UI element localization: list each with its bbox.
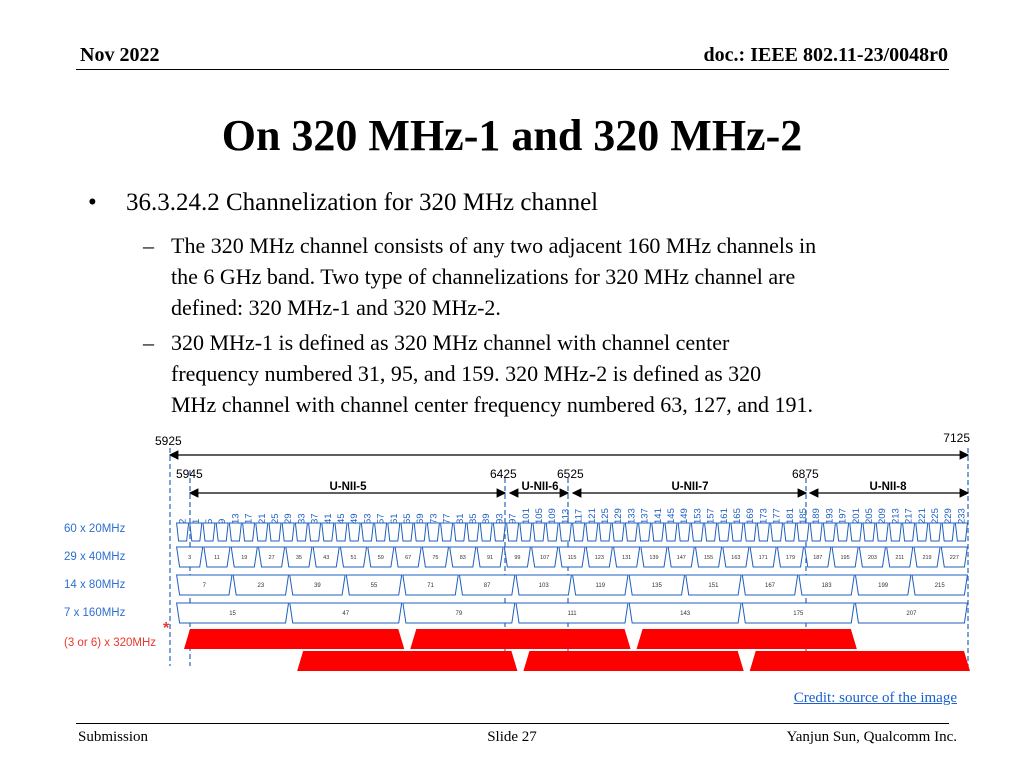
channel-number: 29 [283,513,295,524]
channel-box [335,523,347,541]
bullet-marker: • [88,189,97,216]
channel-box [256,523,268,541]
channel-box [837,523,849,541]
channel-number: 25 [270,513,281,524]
sub-bullet-text [171,230,816,323]
text-line: frequency numbered 31, 95, and 159. 320 MHz-2 is defined as 320 [171,361,762,386]
channel-number: 15 [229,611,236,617]
channel-number: 113 [560,508,572,524]
channel-box [361,523,373,541]
channel-box [942,523,954,541]
frequency-label: 6875 [792,467,819,481]
channel-number: 11 [214,555,220,561]
channel-number: 137 [639,508,651,524]
channel-number: 33 [296,513,308,524]
asterisk-mark: * [163,620,170,637]
channel-box [229,523,241,541]
channel-number: 197 [837,508,849,524]
channel-number: 45 [336,513,347,524]
channel-box [797,523,809,541]
channel-box [705,523,717,541]
channel-number: 145 [666,508,677,524]
band-label: U-NII-8 [869,481,907,493]
channel-box [652,523,664,541]
channel-box [784,523,796,541]
row-label: 14 x 80MHz [64,579,126,591]
sub-bullet-text [171,327,813,420]
channel-box [678,523,690,541]
channel-number: 141 [652,508,664,524]
channel-number: 101 [520,508,532,524]
channel-number: 147 [676,555,686,561]
channel-box [295,523,307,541]
channel-number: 177 [771,508,783,524]
channel-box [903,523,915,541]
channel-box [863,523,875,541]
frequency-label: 6425 [490,467,517,481]
channel-number: 81 [454,513,466,524]
frequency-label: 7125 [943,431,970,445]
text-line: MHz channel with channel center frequency numbered 63, 127, and 191. [171,392,814,417]
channel-number: 225 [930,508,941,524]
footer-author: Yanjun Sun, Qualcomm Inc. [786,729,957,745]
channel-number: 53 [362,513,374,524]
channel-box [691,523,703,541]
channel-box [454,523,466,541]
channel-box [467,523,479,541]
channel-320mhz-bar [410,629,630,649]
channel-number: 175 [793,611,804,617]
channel-box [309,523,321,541]
channel-box [599,523,611,541]
band-label: U-NII-5 [329,481,367,493]
channel-number: 125 [600,508,611,524]
channel-number: 121 [586,508,598,524]
channel-number: 23 [257,583,265,589]
text-line: 320 MHz-1 is defined as 320 MHz channel with channel center [171,330,730,355]
channel-number: 83 [459,555,466,561]
channel-box [876,523,888,541]
channel-box [916,523,928,541]
channel-number: 103 [538,583,549,589]
channel-box [625,523,637,541]
channel-number: 41 [322,513,334,524]
channel-box [955,523,967,541]
channel-320mhz-bar [184,629,404,649]
header-date: Nov 2022 [80,44,160,66]
channel-number: 195 [840,555,850,561]
channel-number: 183 [821,583,832,589]
channel-number: 155 [703,555,714,561]
channel-number: 171 [758,555,768,561]
channel-number: 165 [732,508,743,524]
channel-number: 75 [432,555,439,561]
channel-number: 157 [705,508,717,524]
sub-bullet-marker: – [143,233,154,258]
channel-number: 79 [455,611,463,617]
channel-box [216,523,228,541]
channel-number: 109 [547,508,559,524]
channel-number: 163 [731,555,741,561]
channel-number: 169 [745,508,757,524]
channel-number: 151 [708,583,719,589]
channel-number: 115 [567,555,577,561]
channel-box [665,523,677,541]
channel-number: 39 [314,583,321,589]
channel-number: 211 [895,555,905,561]
credit-link[interactable]: Credit: source of the image [793,690,957,706]
channel-box [771,523,783,541]
channel-number: 233 [956,508,968,524]
footer-submission: Submission [78,729,149,745]
channel-box [639,523,651,541]
channel-number: 153 [692,508,704,524]
channel-box [573,523,585,541]
channel-number: 201 [850,508,862,524]
channel-number: 9 [217,518,229,524]
footer-divider [76,723,949,724]
channel-box [823,523,835,541]
channel-number: 3 [188,555,192,561]
channel-box [559,523,571,541]
frequency-label: 5925 [155,434,182,448]
bullet-text: 36.3.24.2 Channelization for 320 MHz channel [126,189,599,216]
channel-number: 181 [784,508,796,524]
channel-number: 221 [916,508,928,524]
channel-320mhz-bar [637,629,857,649]
channel-box [441,523,453,541]
channel-number: 119 [595,583,606,589]
channel-number: 207 [906,611,917,617]
channel-number: 105 [534,508,545,524]
channel-number: 205 [864,508,875,524]
channel-number: 59 [377,555,384,561]
channel-number: 57 [375,513,387,524]
channel-box [612,523,624,541]
channel-box [757,523,769,541]
channel-number: 131 [622,555,632,561]
channel-box [414,523,426,541]
channel-number: 7 [202,583,206,589]
frequency-label: 6525 [557,467,584,481]
header-doc-id: doc.: IEEE 802.11-23/0048r0 [703,44,948,66]
channel-320mhz-bar [297,651,517,671]
header-divider [76,69,949,70]
row-label: 7 x 160MHz [64,607,126,619]
channel-number: 17 [243,513,255,524]
text-line: defined: 320 MHz-1 and 320 MHz-2. [171,295,501,320]
channel-box [177,523,189,541]
channel-number: 203 [867,555,878,561]
channel-box [243,523,255,541]
channel-number: 91 [487,555,494,561]
text-line: the 6 GHz band. Two type of channelizations for 320 MHz channel are [171,264,796,289]
channel-box [731,523,743,541]
channel-number: 67 [405,555,412,561]
channel-number: 167 [764,583,776,589]
channel-number: 111 [567,611,577,617]
channel-number: 49 [349,513,361,524]
channel-number: 209 [877,508,889,524]
channel-box [322,523,334,541]
channel-number: 217 [903,508,915,524]
channel-number: 5 [204,518,215,524]
channel-number: 55 [370,583,378,589]
channel-number: 69 [415,513,427,524]
channel-number: 87 [483,583,491,589]
channel-number: 173 [758,508,770,524]
channel-box [427,523,439,541]
channel-number: 1 [190,518,202,524]
channel-box [388,523,400,541]
channel-box [203,523,215,541]
channel-number: 133 [626,508,638,524]
channel-number: 227 [949,555,959,561]
channel-number: 139 [649,555,659,561]
channel-number: 219 [922,555,932,561]
channel-number: 2 [177,518,189,524]
channel-320mhz-bar [750,651,970,671]
channel-number: 19 [241,555,248,561]
channel-number: 37 [309,513,321,524]
frequency-label: 5945 [176,467,203,481]
row-label: 29 x 40MHz [64,551,126,563]
channel-number: 215 [934,583,945,589]
channel-number: 193 [824,508,836,524]
channel-number: 13 [230,513,242,524]
channel-number: 35 [295,555,302,561]
channel-number: 71 [427,583,434,589]
channel-number: 229 [943,508,955,524]
channel-box [929,523,941,541]
channel-number: 185 [798,508,809,524]
channel-number: 47 [342,611,350,617]
channel-box [348,523,360,541]
sub-bullet-marker: – [143,330,154,355]
channel-box [282,523,294,541]
channel-box [718,523,730,541]
channel-number: 61 [388,513,400,524]
channel-box [507,523,519,541]
channel-number: 99 [514,555,521,561]
footer-slide-number: Slide 27 [487,729,537,745]
row-label: 60 x 20MHz [64,523,126,535]
text-line: The 320 MHz channel consists of any two adjacent 160 MHz channels in [171,233,817,258]
channel-number: 199 [878,583,889,589]
channel-box [401,523,413,541]
channel-number: 77 [441,513,453,524]
channel-number: 65 [402,513,413,524]
channel-320mhz-bar [523,651,743,671]
channel-number: 179 [785,555,796,561]
channel-number: 213 [890,508,902,524]
channel-box [744,523,756,541]
channel-number: 149 [679,508,691,524]
slide-title: On 320 MHz-1 and 320 MHz-2 [221,111,803,160]
channel-number: 143 [680,611,691,617]
channel-box [586,523,598,541]
channel-number: 187 [813,555,823,561]
channel-box [850,523,862,541]
channel-number: 189 [811,508,823,524]
channel-box [520,523,532,541]
channel-number: 93 [494,513,506,524]
channel-number: 117 [573,508,585,524]
channel-number: 161 [718,508,730,524]
channel-number: 89 [481,513,493,524]
band-label: U-NII-6 [521,481,559,493]
channel-number: 51 [350,555,357,561]
channel-number: 97 [507,513,519,524]
channel-box [269,523,281,541]
channel-number: 73 [428,513,440,524]
channel-box [375,523,387,541]
channel-box [190,523,202,541]
channelization-diagram [60,428,985,673]
channel-number: 135 [651,583,662,589]
channel-box [546,523,558,541]
channel-number: 27 [268,555,275,561]
channel-number: 123 [594,555,604,561]
row-label: (3 or 6) x 320MHz [64,637,157,649]
channel-box [480,523,492,541]
channel-number: 129 [613,508,625,524]
channel-box [889,523,901,541]
channel-box [810,523,822,541]
channel-number: 85 [468,513,479,524]
channel-box [533,523,545,541]
band-label: U-NII-7 [671,481,709,493]
channel-number: 43 [323,555,330,561]
channel-box [493,523,505,541]
channel-number: 21 [256,513,268,524]
channel-number: 107 [540,555,550,561]
